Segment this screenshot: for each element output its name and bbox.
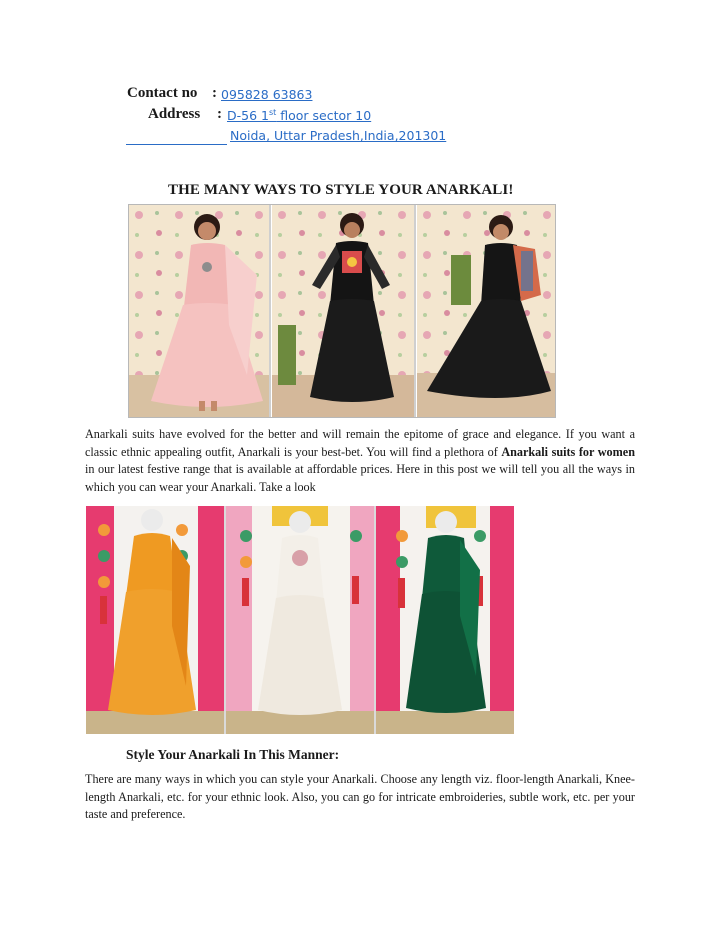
address-line1-post: floor sector 10 <box>276 108 372 124</box>
address-label: Address <box>148 106 201 122</box>
address-underline <box>126 144 227 145</box>
anarkali-photo-strip-1 <box>128 204 556 418</box>
address-line1[interactable] <box>227 108 371 123</box>
style-subheading: Style Your Anarkali In This Manner: <box>126 747 340 762</box>
address-colon: : <box>217 106 222 122</box>
intro-text-2: in our latest festive range that is available at affordable prices. Here in this post we will tell you all the ways in which you can wear your Anarkali. Take a look <box>85 462 635 494</box>
intro-text-1: Anarkali suits have evolved for the better and will remain the epitome of grace and elegance. If you want a classic ethnic appealing outfit, Anarkali is your best-bet. You will find a plethora of <box>85 427 635 459</box>
photo-pink-anarkali <box>129 205 270 418</box>
intro-paragraph <box>85 426 635 496</box>
body-paragraph: There are many ways in which you can style your Anarkali. Choose any length viz. floor-length Anarkali, Knee-length Anarkali, etc. for your ethnic look. Also, you can go for intricate embroideries, subtle work, etc. per your taste and preference. <box>85 772 635 821</box>
photo-black-anarkali <box>272 205 414 418</box>
photo-mustard-anarkali <box>86 506 224 734</box>
photo-black-jacket-anarkali <box>417 205 556 418</box>
intro-bold-link: Anarkali suits for women <box>501 444 635 459</box>
photo-white-anarkali <box>226 506 374 734</box>
address-line1-sup: st <box>268 108 277 117</box>
contact-label: Contact no <box>127 85 198 101</box>
address-line1-pre: D-56 1 <box>227 108 269 124</box>
contact-colon: : <box>212 85 217 101</box>
anarkali-photo-strip-2 <box>86 506 514 734</box>
phone-link[interactable]: 095828 63863 <box>221 87 313 102</box>
address-line2[interactable]: Noida, Uttar Pradesh,India,201301 <box>230 128 447 143</box>
photo-green-anarkali <box>376 506 514 734</box>
page-heading: THE MANY WAYS TO STYLE YOUR ANARKALI! <box>168 182 514 198</box>
